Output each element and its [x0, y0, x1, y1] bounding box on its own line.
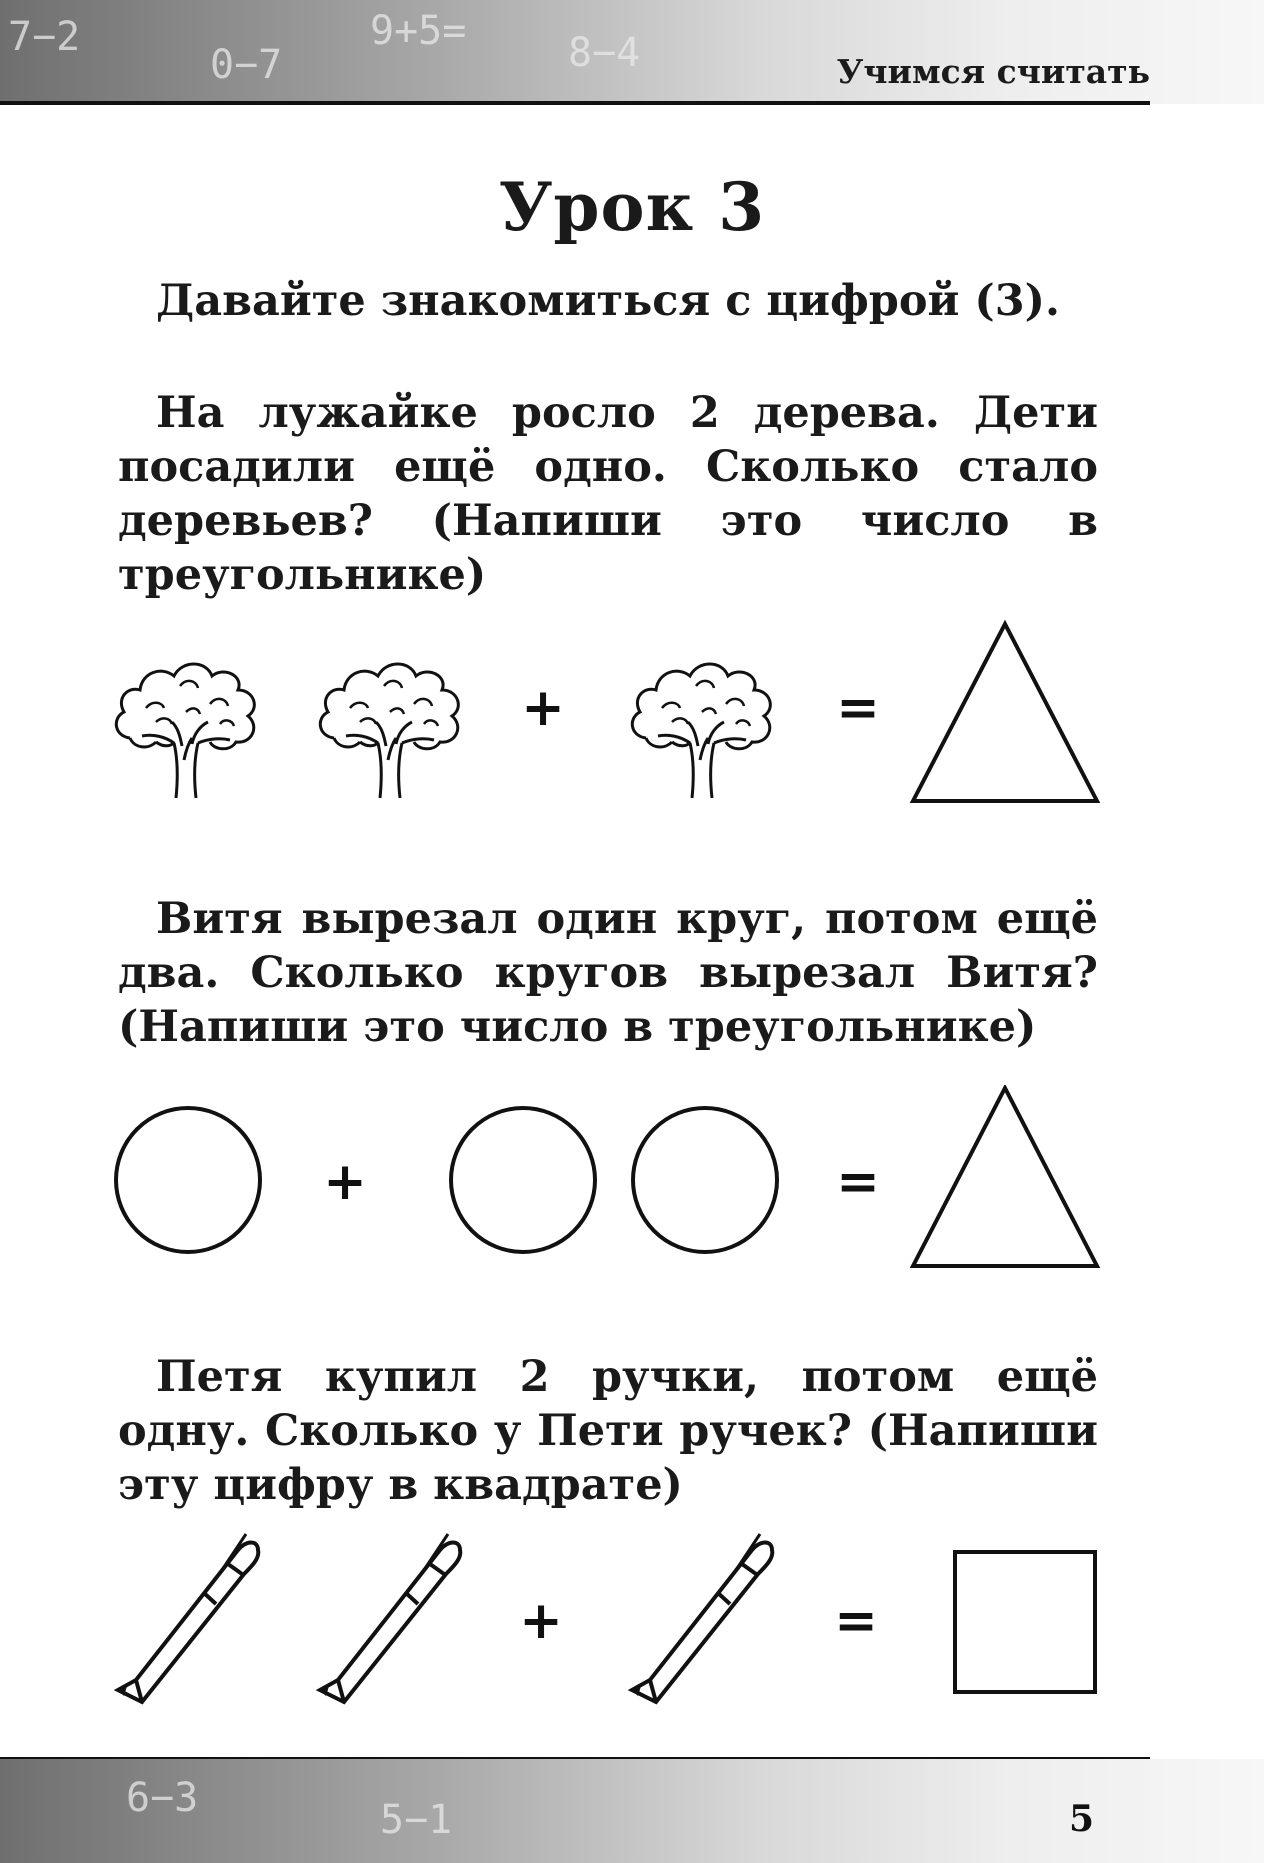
- plus-sign: +: [323, 1152, 367, 1212]
- equals-sign: =: [836, 1152, 880, 1212]
- answer-triangle: [913, 624, 1097, 801]
- tree-icon: [320, 664, 458, 798]
- circle-icon: [116, 1108, 260, 1252]
- pen-icon: [632, 1534, 772, 1702]
- header-divider: [0, 101, 1150, 105]
- tree-icon: [116, 664, 254, 798]
- answer-square: [955, 1552, 1095, 1692]
- header-math: 7−2: [8, 14, 81, 60]
- section-title: Учимся считать: [836, 52, 1150, 91]
- equals-sign: =: [836, 678, 880, 738]
- circle-icon: [451, 1108, 595, 1252]
- task-3-text: Петя купил 2 ручки, потом ещё одну. Сколько у Пети ручек? (Напиши эту цифру в квадрате): [118, 1352, 1098, 1510]
- equals-sign: =: [834, 1591, 878, 1651]
- pen-icon: [118, 1534, 258, 1702]
- tree-icon: [632, 664, 770, 798]
- answer-triangle: [913, 1088, 1097, 1266]
- lesson-title: Урок 3: [498, 168, 766, 246]
- task-3-equation: [0, 1530, 1264, 1710]
- pen-icon: [320, 1534, 460, 1702]
- plus-sign: +: [519, 1591, 563, 1651]
- footer-math: 5−1: [380, 1797, 453, 1843]
- task-2-text: Витя вырезал один круг, потом ещё два. Сколько кругов вырезал Витя? (Напиши это число в треугольнике): [118, 894, 1098, 1052]
- task-1-equation: [0, 610, 1264, 810]
- plus-sign: +: [521, 678, 565, 738]
- lesson-intro: Давайте знакомиться с цифрой (3).: [156, 276, 1060, 326]
- page-number: 5: [1068, 1798, 1094, 1840]
- task-1-text: На лужайке росло 2 дерева. Дети посадили ещё одно. Сколько стало деревьев? (Напиши это число в треугольнике): [118, 388, 1098, 600]
- task-2-equation: [0, 1085, 1264, 1275]
- header-math: 9+5=: [370, 8, 467, 54]
- header-math: 8−4: [568, 30, 641, 76]
- footer-math: 6−3: [126, 1775, 199, 1821]
- circle-icon: [633, 1108, 777, 1252]
- header-math: 0−7: [210, 42, 283, 88]
